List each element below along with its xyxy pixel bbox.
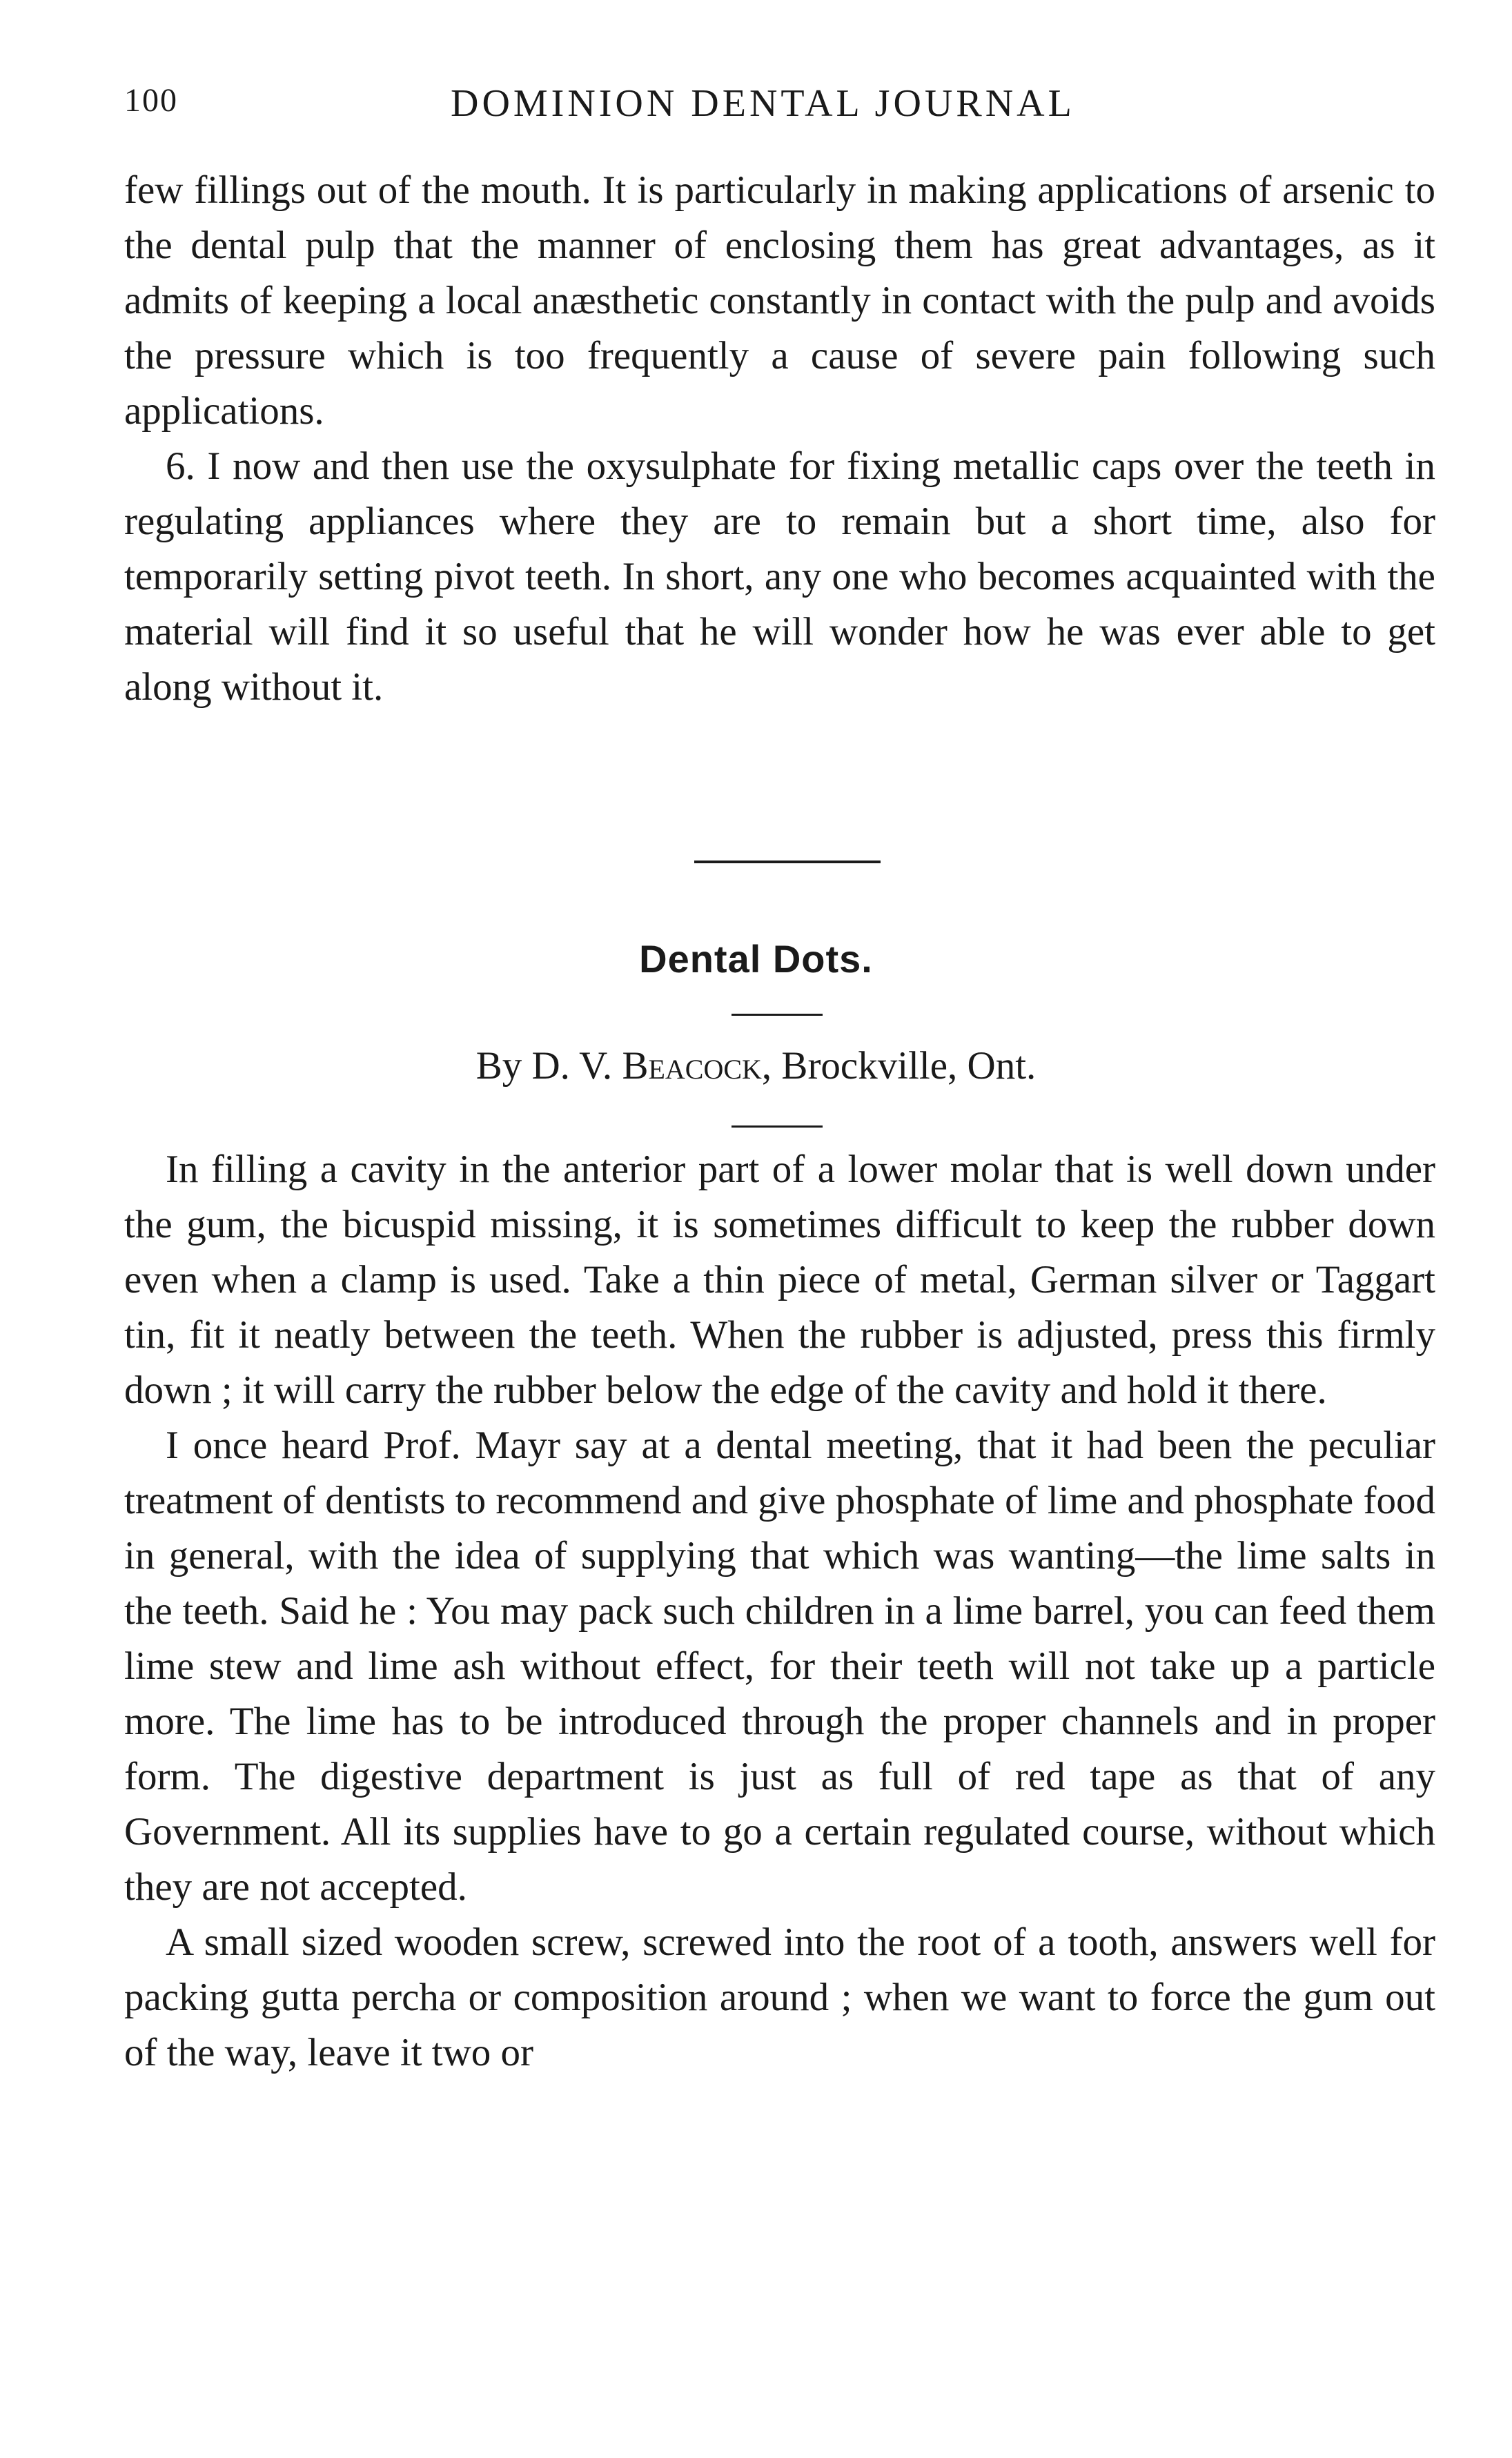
byline — [0, 1039, 1512, 1094]
journal-title: DOMINION DENTAL JOURNAL — [451, 82, 1075, 125]
byline-divider — [732, 1125, 823, 1128]
running-head — [124, 81, 1435, 137]
page-number: 100 — [124, 82, 178, 119]
article-paragraph: In filling a cavity in the anterior part of a lower molar that is well down under the gum, the bicuspid missing, it is sometimes difficult to keep the rubber down even when a clamp is used. Take a thin piece of metal, German silver or Taggart tin, fit it neatly between the teeth. When the rubber is adjusted, press this firmly down ; it will carry the rubber below the edge of the cavity and hold it there. — [124, 1148, 1435, 1412]
byline-place: Brockville, Ont. — [781, 1044, 1037, 1088]
continuation-paragraph: 6. I now and then use the oxysulphate for fixing metallic caps over the teeth in regulating appliances where they are to remain but a short time, also for temporarily setting pivot teeth. In short, any one who becomes acquainted with the material will find it so useful that he will wonder how he was ever able to get along without it. — [124, 444, 1435, 709]
continuation-paragraph: few fillings out of the mouth. It is particularly in making applications of arsenic to the dental pulp that the manner of enclosing them has great advantages, as it admits of keeping a local anæsthetic constantly in contact with the pulp and avoids the pressure which is too frequently a cause of severe pain following such applications. — [124, 168, 1435, 433]
article-title: Dental Dots. — [639, 937, 873, 981]
section-divider — [694, 861, 881, 863]
byline-prefix: By D. V. — [475, 1044, 613, 1088]
article-body — [124, 1142, 1435, 2081]
title-divider — [732, 1014, 823, 1016]
article-paragraph: A small sized wooden screw, screwed into the root of a tooth, answers well for packing gutta percha or composition around ; when we want to force the gum out of the way, leave it two or — [124, 1920, 1435, 2074]
byline-author: Beacock, — [622, 1044, 772, 1088]
article-paragraph: I once heard Prof. Mayr say at a dental meeting, that it had been the peculiar treatment of dentists to recommend and give phosphate of lime and phosphate food in general, with the idea of supplying that which was wanting—the lime salts in the teeth. Said he : You may pack such children in a lime barrel, you can feed them lime stew and lime ash without effect, for their teeth will not take up a particle more. The lime has to be introduced through the proper channels and in proper form. The digestive department is just as full of red tape as that of any Government. All its supplies have to go a certain regulated course, without which they are not accepted. — [124, 1424, 1435, 1909]
continuation-text — [124, 163, 1435, 715]
